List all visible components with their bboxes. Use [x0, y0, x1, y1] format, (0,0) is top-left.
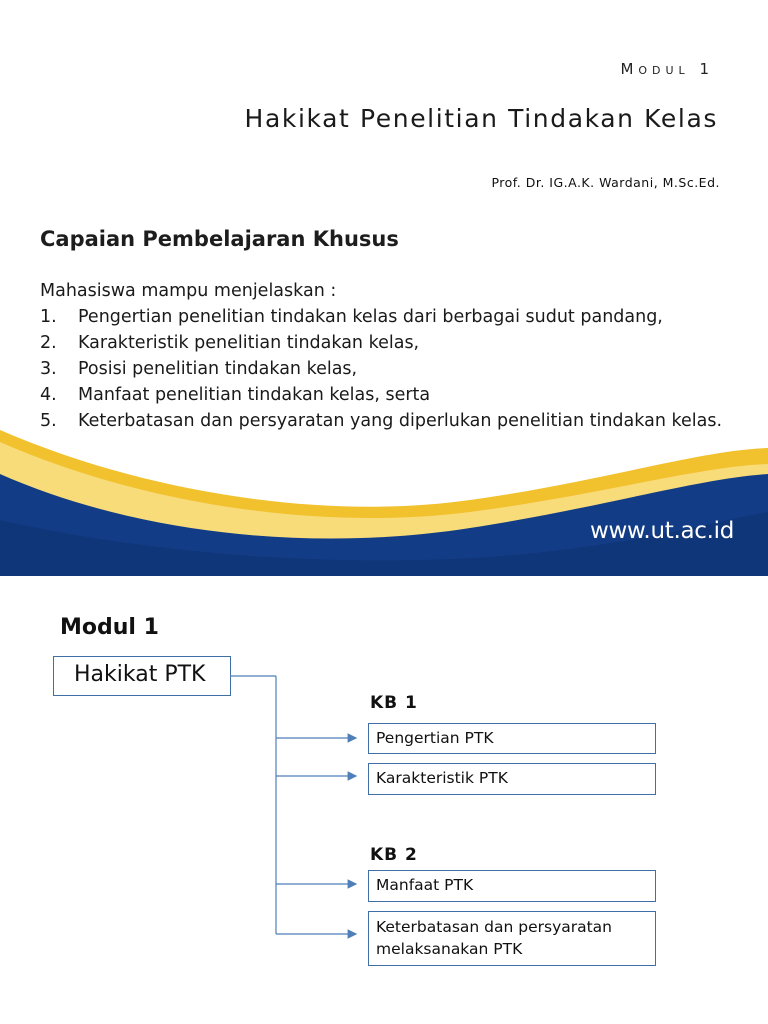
modul-label: Modul 1: [620, 60, 714, 78]
objective-text: Karakteristik penelitian tindakan kelas,: [78, 333, 420, 353]
footer-url[interactable]: www.ut.ac.id: [590, 518, 734, 544]
footer-wave-graphic: [0, 400, 768, 576]
kb1-label: KB 1: [370, 693, 418, 713]
kb2-label: KB 2: [370, 845, 418, 865]
objective-number: 5.: [40, 411, 57, 431]
topic-label: Manfaat PTK: [376, 876, 474, 894]
objective-text: Pengertian penelitian tindakan kelas dari berbagai sudut pandang,: [78, 307, 663, 327]
objective-item: [40, 330, 740, 356]
topic-label: Keterbatasan dan persyaratan: [376, 918, 613, 936]
objective-text: Posisi penelitian tindakan kelas,: [78, 359, 358, 379]
topic-box-karakteristik: [368, 763, 656, 795]
topic-label: melaksanakan PTK: [376, 940, 523, 958]
diagram-title: Modul 1: [60, 615, 159, 640]
section-heading: Capaian Pembelajaran Khusus: [40, 227, 399, 251]
objective-number: 1.: [40, 307, 57, 327]
topic-label: Karakteristik PTK: [376, 769, 508, 787]
page-title: Hakikat Penelitian Tindakan Kelas: [244, 104, 718, 133]
objective-number: 3.: [40, 359, 57, 379]
hakikat-ptk-label: Hakikat PTK: [74, 662, 206, 687]
objective-item: [40, 356, 740, 382]
objective-number: 4.: [40, 385, 57, 405]
topic-label: Pengertian PTK: [376, 729, 494, 747]
objective-item: [40, 304, 740, 330]
topic-box-manfaat: [368, 870, 656, 902]
objective-text: Keterbatasan dan persyaratan yang diperlukan penelitian tindakan kelas.: [78, 411, 723, 431]
objectives-intro: Mahasiswa mampu menjelaskan :: [40, 281, 337, 301]
objective-number: 2.: [40, 333, 57, 353]
topic-box-keterbatasan: [368, 911, 656, 966]
objective-text: Manfaat penelitian tindakan kelas, serta: [78, 385, 431, 405]
hakikat-ptk-box: [53, 656, 231, 696]
topic-box-pengertian: [368, 723, 656, 754]
diagram-connectors: [230, 660, 370, 950]
author-name: Prof. Dr. IG.A.K. Wardani, M.Sc.Ed.: [491, 175, 720, 190]
